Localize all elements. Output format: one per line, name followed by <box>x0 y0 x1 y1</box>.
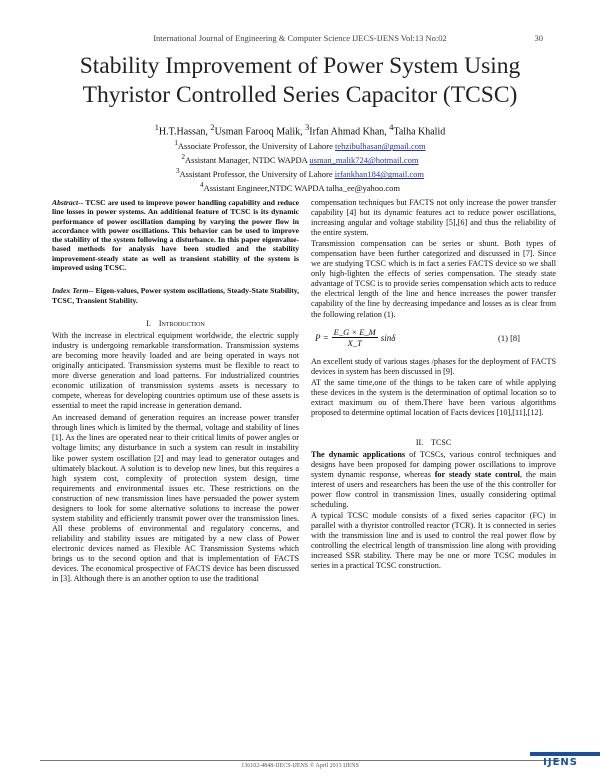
author-sup: 3 <box>305 123 310 132</box>
title-line-1: Stability Improvement of Power System Using <box>79 53 521 79</box>
affiliation-2 <box>0 152 600 166</box>
author-sup: 2 <box>210 123 215 132</box>
affil-sup: 2 <box>181 153 186 162</box>
page-number: 30 <box>534 33 543 43</box>
affiliation-4 <box>0 180 600 194</box>
equation-1 <box>315 323 556 353</box>
affil-text: Assistant Manager, NTDC WAPDA <box>185 155 310 166</box>
section-heading-intro <box>52 319 299 328</box>
section-heading-tcsc <box>311 438 556 447</box>
abstract-label: Abstract <box>52 198 79 207</box>
email-link[interactable]: tehzibulhasan@gmail.com <box>334 141 426 152</box>
logo-bar <box>530 752 600 756</box>
email-link[interactable]: usman_malik724@hotmail.com <box>309 155 419 166</box>
bold-phrase: The dynamic applications <box>311 449 406 459</box>
affil-sup: 3 <box>175 167 180 176</box>
affil-text: Assistant Engineer,NTDC WAPDA talha_ee@yahoo.com <box>203 183 400 194</box>
affil-sup: 4 <box>200 181 204 190</box>
author-sup: 1 <box>154 123 159 132</box>
right-paragraph-4: AT the same time,one of the things to be taken care of while applying these devices in the system is the determination of optimal location so to extract maximum ou of them.There have been various algorithms proposed to determine optimal location of Facts devices [10],[11],[12]. <box>311 377 556 417</box>
affil-sup: 1 <box>174 139 178 148</box>
index-label: Index Term <box>52 286 89 296</box>
email-link[interactable]: irfankhan184@gmail.com <box>334 169 425 180</box>
eq-denominator: X_T <box>347 338 362 349</box>
affil-text: Associate Professor, the University of Lahore <box>177 141 335 152</box>
affiliation-1 <box>0 138 600 152</box>
author-block <box>0 122 600 194</box>
right-paragraph-3: An excellent study of various stages /phases for the deployment of FACTS devices in system has been discussed in [9]. <box>311 356 556 376</box>
author-3: Irfan Ahmad Khan, <box>309 126 390 138</box>
left-column <box>52 198 299 584</box>
section-title: Introduction <box>158 318 205 328</box>
intro-paragraph-1: With the increase in electrical equipment worldwide, the electric supply industry is undergoing remarkable transformation. Transmission systems are becoming more heavily loaded and are being operated in ways not originally anticipated. Transmission systems must be flexible to react to more diverse generation and load patterns. For industrialized countries economic utilization of transmission systems assets is necessary to compete, whereas for developing countries optimum use of these assets is essential to meet the rapid increase in generation demand. <box>52 330 299 411</box>
footer-text: 136102-4848-IJECS-IJENS © April 2013 IJENS <box>241 763 359 769</box>
intro-paragraph-2: An increased demand of generation requires an increase power transfer through lines which is limited by the thermal, voltage and stability of lines [1]. As the lines are operated near to their critical limits of power angles or voltage limits; any disturbance in such a system can result in instability like power system oscillation [2] and may lead to generator outages and ultimately blackout. A solution is to develop new lines, but this requires a high system cost, complexity of protection system design, time requirements and environmental issues etc. These restrictions on the construction of new transmission lines have persuaded the power system designers to look for some alternative solutions to increase the power system stability and efficiently transmit power over the transmission lines. All these problems of environmental and regulatory concerns, and reliability and stability issues are mitigated by a new class of Power electronic devices named as Flexible AC Transmission Systems which brings us to the second option and that is implementation of FACTS devices. The economical prospective of FACTS device has been discussed in [3]. Although there is an another option to use the traditional <box>52 413 299 584</box>
author-4: Talha Khalid <box>393 126 446 138</box>
affil-text: Assistant Professor, the University of Lahore <box>179 169 335 180</box>
journal-logo: IJENS <box>543 757 578 768</box>
eq-fraction <box>332 327 378 348</box>
title-line-2: Thyristor Controlled Series Capacitor (TCSC) <box>82 82 518 108</box>
section-title: TCSC <box>431 437 452 447</box>
index-text: -- Eigen-values, Power system oscillations, Steady-State Stability, TCSC, Transient Stability. <box>52 286 300 305</box>
index-terms <box>52 286 299 305</box>
bold-phrase: for steady state control <box>434 469 520 479</box>
tcsc-text: of TCSCs, various control techniques and designs have been proposed for damping power oscillations to improve system dynamic response, whereas <box>311 449 556 479</box>
eq-reference: (1) [8] <box>498 332 520 343</box>
paper-title <box>40 52 560 110</box>
footer-rule <box>40 760 560 761</box>
author-names <box>0 122 600 138</box>
right-paragraph-2: Transmission compensation can be series or shunt. Both types of compensation have been further categorized and discussed in [7]. Since we are studying TCSC which is in fact a series FACTS device so we shall only high-lighten the effects of series compensation. The steady state advantage of TCSC is to provide series compensation which acts to reduce the electrical length of the line and hence increases the power transfer capability of the line by decreasing impedance and losses as is clear from the following relation (1). <box>311 239 556 319</box>
abstract <box>52 198 299 272</box>
author-1: H.T.Hassan, <box>158 126 211 138</box>
abstract-text: -- TCSC are used to improve power handling capability and reduce line losses in power systems. An additional feature of TCSC is its dynamic performance of power oscillation damping by varying the power flow in accordance with power oscillations. This behavior can be used to improve the stability of the system following a disturbance. In this paper eigenvalue-based methods for analysis have been studied and the stability improvement-steady state as well as transient stability of the system is improved using TCSC. <box>52 198 299 273</box>
eq-lhs: P = <box>315 332 329 343</box>
author-2: Usman Farooq Malik, <box>214 126 306 138</box>
right-paragraph-1: compensation techniques but FACTS not only increase the power transfer capability [4] but its dynamic features act to reduce power oscillations, increasing angular and voltage stability [5],[6] and thus the reliability of the entire system. <box>311 198 556 238</box>
eq-tail: sinδ <box>380 332 396 343</box>
author-sup: 4 <box>389 123 394 132</box>
section-number: I. <box>146 318 151 328</box>
eq-numerator: E_G × E_M <box>333 327 376 338</box>
tcsc-text: , the main interest of users and researchers has been the use of the this controller for power flow control in transmission lines, usually considering optimal scheduling. <box>311 469 557 510</box>
section-number: II. <box>415 437 424 447</box>
running-header <box>0 33 600 43</box>
journal-header: International Journal of Engineering & Computer Science IJECS-IJENS Vol:13 No:02 <box>153 33 447 43</box>
affiliation-3 <box>0 166 600 180</box>
right-column <box>311 198 556 571</box>
tcsc-paragraph-1 <box>311 450 556 510</box>
tcsc-paragraph-2: A typical TCSC module consists of a fixed series capacitor (FC) in parallel with a thyristor controlled reactor (TCR). It is connected in series with the transmission line and is used to control the real power flow by controlling the electrical length of transmission line along with providing increased SSR stability. There may be one or more TCSC modules in series in a practical TCSC construction. <box>311 511 556 571</box>
